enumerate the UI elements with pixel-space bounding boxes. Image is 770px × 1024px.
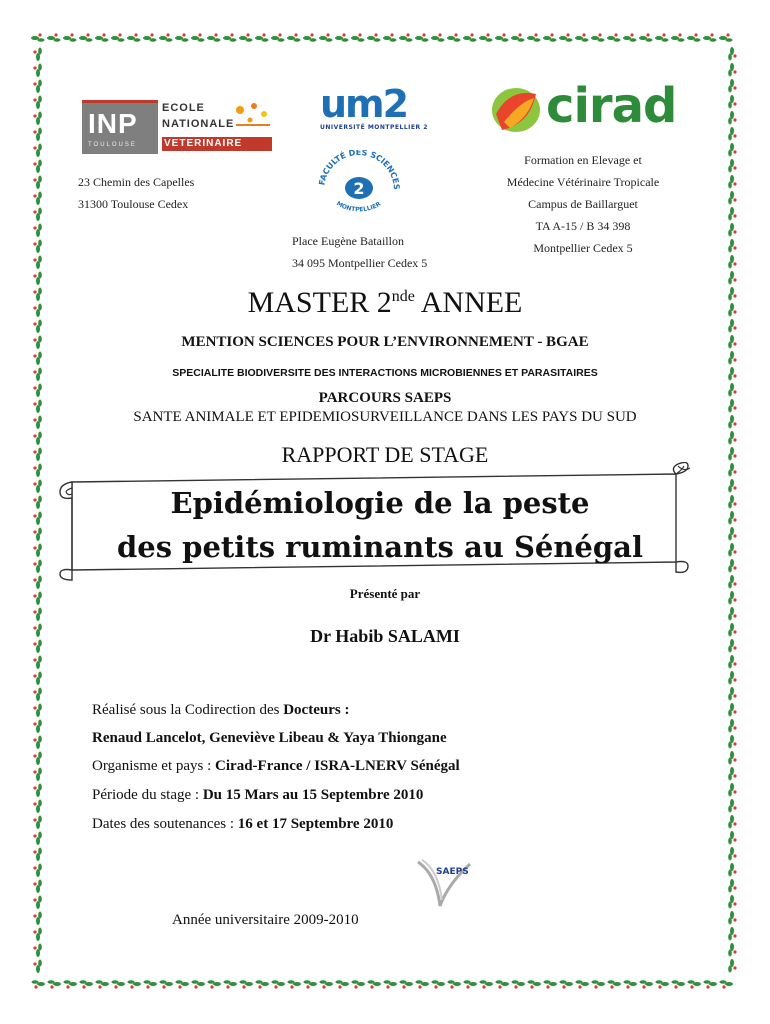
border-motif xyxy=(256,980,270,988)
border-motif xyxy=(33,816,41,830)
border-motif xyxy=(496,980,510,988)
border-motif xyxy=(33,688,41,702)
border-motif xyxy=(351,33,365,41)
saeps-logo xyxy=(412,854,476,910)
border-motif xyxy=(728,111,736,125)
soutenances-value: 16 et 17 Septembre 2010 xyxy=(237,816,394,832)
border-motif xyxy=(399,33,413,41)
border-motif xyxy=(33,480,41,494)
academic-year: Année universitaire 2009-2010 xyxy=(172,912,359,928)
border-motif xyxy=(728,63,736,77)
border-motif xyxy=(559,33,573,41)
border-motif xyxy=(33,720,41,734)
border-motif xyxy=(527,33,541,41)
address-toulouse xyxy=(78,171,194,215)
periode-label: Période du stage : xyxy=(92,787,203,803)
border-motif xyxy=(592,980,606,988)
border-motif xyxy=(528,980,542,988)
border-motif xyxy=(728,127,736,141)
border-motif xyxy=(608,980,622,988)
address-line: 23 Chemin des Capelles xyxy=(78,175,195,189)
border-motif xyxy=(688,980,702,988)
border-motif xyxy=(336,980,350,988)
border-motif xyxy=(728,223,736,237)
border-motif xyxy=(728,95,736,109)
address-line: TA A-15 / B 34 398 xyxy=(535,219,631,233)
parcours-heading: PARCOURS SAEPS xyxy=(318,390,452,406)
title-scroll-banner xyxy=(58,462,692,582)
env-logo-block xyxy=(162,100,274,154)
border-motif xyxy=(368,980,382,988)
border-motif xyxy=(728,671,736,685)
border-motif xyxy=(728,239,736,253)
border-motif xyxy=(33,64,41,78)
border-motif xyxy=(639,33,653,41)
border-motif xyxy=(432,980,446,988)
address-line: Médecine Vétérinaire Tropicale xyxy=(506,175,660,189)
border-motif xyxy=(33,496,41,510)
border-motif xyxy=(728,895,736,909)
border-motif xyxy=(543,33,557,41)
border-motif xyxy=(511,33,525,41)
inp-env-logo xyxy=(82,100,274,154)
border-motif xyxy=(288,980,302,988)
faculte-des-sciences-logo xyxy=(314,150,404,214)
border-motif xyxy=(464,980,478,988)
border-motif xyxy=(303,33,317,41)
border-motif xyxy=(728,799,736,813)
border-motif xyxy=(224,980,238,988)
border-motif xyxy=(728,255,736,269)
border-motif xyxy=(47,33,61,41)
border-motif xyxy=(80,980,94,988)
svg-text:2: 2 xyxy=(353,179,365,198)
border-motif xyxy=(304,980,318,988)
border-motif xyxy=(728,191,736,205)
border-motif xyxy=(33,176,41,190)
border-motif xyxy=(33,96,41,110)
border-motif xyxy=(33,48,41,62)
address-line: Formation en Elevage et xyxy=(524,153,642,167)
border-motif xyxy=(400,980,414,988)
border-motif xyxy=(591,33,605,41)
env-logo-dots-icon xyxy=(232,100,274,134)
border-motif xyxy=(656,980,670,988)
border-motif xyxy=(720,980,734,988)
border-motif xyxy=(319,33,333,41)
border-motif xyxy=(512,980,526,988)
report-title-line1: Epidémiologie de la peste xyxy=(170,486,590,520)
um2-logo-text: um2 xyxy=(320,82,408,126)
report-title-line2: des petits ruminants au Sénégal xyxy=(117,530,643,564)
border-motif xyxy=(159,33,173,41)
border-motif xyxy=(33,80,41,94)
border-motif xyxy=(33,960,41,974)
border-motif xyxy=(544,980,558,988)
border-motif xyxy=(671,33,685,41)
border-motif xyxy=(728,559,736,573)
border-motif xyxy=(33,544,41,558)
border-motif xyxy=(655,33,669,41)
border-motif xyxy=(33,224,41,238)
border-motif xyxy=(33,192,41,206)
svg-text:MONTPELLIER xyxy=(335,200,382,213)
inp-logo-subtext: TOULOUSE xyxy=(88,142,137,148)
address-cirad xyxy=(480,149,686,259)
border-motif xyxy=(33,144,41,158)
border-motif xyxy=(728,655,736,669)
border-motif xyxy=(728,703,736,717)
master-heading-year: ANNEE xyxy=(414,286,523,319)
border-motif xyxy=(728,479,736,493)
soutenances-label: Dates des soutenances : xyxy=(92,816,238,832)
env-logo-line3: VETERINAIRE xyxy=(162,137,272,151)
rapport-heading: RAPPORT DE STAGE xyxy=(281,442,489,467)
border-motif xyxy=(728,47,736,61)
border-motif xyxy=(33,128,41,142)
border-motif xyxy=(128,980,142,988)
mention-heading: MENTION SCIENCES POUR L’ENVIRONNEMENT - BGAE xyxy=(181,334,589,350)
border-motif xyxy=(33,800,41,814)
border-motif xyxy=(33,704,41,718)
border-motif xyxy=(33,864,41,878)
border-motif xyxy=(728,495,736,509)
border-motif xyxy=(719,33,733,41)
border-motif xyxy=(33,896,41,910)
border-motif xyxy=(728,751,736,765)
border-motif xyxy=(33,272,41,286)
border-motif xyxy=(728,79,736,93)
border-motif xyxy=(479,33,493,41)
organisme-line xyxy=(92,758,460,775)
border-motif xyxy=(111,33,125,41)
border-motif xyxy=(703,33,717,41)
cirad-logo xyxy=(490,78,680,136)
border-motif xyxy=(160,980,174,988)
border-motif xyxy=(33,608,41,622)
border-motif xyxy=(144,980,158,988)
border-motif xyxy=(576,980,590,988)
border-motif xyxy=(623,33,637,41)
border-motif xyxy=(33,768,41,782)
border-motif xyxy=(33,912,41,926)
border-motif xyxy=(33,736,41,750)
address-line: 31300 Toulouse Cedex xyxy=(78,197,189,211)
border-motif xyxy=(272,980,286,988)
border-motif xyxy=(728,959,736,973)
border-motif xyxy=(728,767,736,781)
border-motif xyxy=(239,33,253,41)
um2-logo-subtext: UNIVERSITÉ MONTPELLIER 2 xyxy=(320,124,428,131)
border-motif xyxy=(33,160,41,174)
organisme-value: Cirad-France / ISRA-LNERV Sénégal xyxy=(215,758,460,774)
env-logo-line2: NATIONALE xyxy=(162,118,235,130)
border-motif xyxy=(271,33,285,41)
border-motif xyxy=(728,943,736,957)
directors-names: Renaud Lancelot, Geneviève Libeau & Yaya Thiongane xyxy=(92,730,447,746)
border-motif xyxy=(33,240,41,254)
codirection-label: Réalisé sous la Codirection des xyxy=(92,702,284,718)
border-motif xyxy=(560,980,574,988)
border-motif xyxy=(95,33,109,41)
border-motif xyxy=(320,980,334,988)
organisme-label: Organisme et pays : xyxy=(92,758,216,774)
border-motif xyxy=(728,527,736,541)
um2-logo xyxy=(316,82,436,138)
border-motif xyxy=(416,980,430,988)
border-motif xyxy=(63,33,77,41)
fds-ring-text: FACULTÉ DES SCIENCES xyxy=(317,150,402,191)
border-motif xyxy=(728,687,736,701)
soutenances-line xyxy=(92,816,393,833)
border-motif xyxy=(223,33,237,41)
border-motif xyxy=(33,528,41,542)
border-motif xyxy=(384,980,398,988)
border-motif xyxy=(463,33,477,41)
border-motif xyxy=(431,33,445,41)
border-motif xyxy=(176,980,190,988)
saeps-logo-text: SAEPS xyxy=(436,867,469,877)
border-motif xyxy=(728,847,736,861)
border-motif xyxy=(33,784,41,798)
border-motif xyxy=(33,832,41,846)
border-motif xyxy=(287,33,301,41)
fds-bottom-text: MONTPELLIER xyxy=(335,200,383,214)
border-motif xyxy=(33,880,41,894)
border-motif xyxy=(335,33,349,41)
sante-heading: SANTE ANIMALE ET EPIDEMIOSURVEILLANCE DANS LES PAYS DU SUD xyxy=(133,409,637,425)
address-line: Place Eugène Bataillon xyxy=(292,234,404,248)
border-motif xyxy=(33,752,41,766)
border-motif xyxy=(112,980,126,988)
env-logo-line1: ECOLE xyxy=(162,102,205,114)
border-motif xyxy=(480,980,494,988)
border-motif xyxy=(575,33,589,41)
border-motif xyxy=(96,980,110,988)
border-motif xyxy=(207,33,221,41)
presente-par-label: Présenté par xyxy=(349,586,421,601)
border-motif xyxy=(672,980,686,988)
border-motif xyxy=(31,33,45,41)
border-motif xyxy=(728,319,736,333)
border-motif xyxy=(33,320,41,334)
border-motif xyxy=(33,112,41,126)
address-montpellier-um2 xyxy=(292,230,427,274)
border-motif xyxy=(728,815,736,829)
border-motif xyxy=(32,980,46,988)
border-motif xyxy=(728,543,736,557)
border-motif xyxy=(728,879,736,893)
border-motif xyxy=(127,33,141,41)
border-motif xyxy=(728,175,736,189)
codirection-line xyxy=(92,702,349,719)
border-motif xyxy=(728,607,736,621)
border-motif xyxy=(728,159,736,173)
border-motif xyxy=(33,848,41,862)
address-line: 34 095 Montpellier Cedex 5 xyxy=(292,256,428,270)
border-motif xyxy=(48,980,62,988)
periode-line xyxy=(92,787,423,804)
master-heading-superscript: nde xyxy=(391,288,415,305)
address-line: Campus de Baillarguet xyxy=(528,197,638,211)
border-motif xyxy=(33,560,41,574)
border-motif xyxy=(33,672,41,686)
border-motif xyxy=(33,208,41,222)
border-motif xyxy=(447,33,461,41)
author-name: Dr Habib SALAMI xyxy=(310,626,460,646)
border-motif xyxy=(640,980,654,988)
border-motif xyxy=(175,33,189,41)
border-motif xyxy=(33,512,41,526)
border-motif xyxy=(79,33,93,41)
border-motif xyxy=(33,352,41,366)
inp-logo-text: INP xyxy=(88,108,138,139)
border-motif xyxy=(624,980,638,988)
directors-line xyxy=(92,730,447,747)
border-motif xyxy=(728,351,736,365)
border-motif xyxy=(415,33,429,41)
border-motif xyxy=(352,980,366,988)
border-motif xyxy=(495,33,509,41)
specialite-heading: SPECIALITE BIODIVERSITE DES INTERACTIONS MICROBIENNES ET PARASITAIRES xyxy=(172,367,598,379)
border-motif xyxy=(728,911,736,925)
border-motif xyxy=(191,33,205,41)
inp-logo-block xyxy=(82,100,158,154)
border-motif xyxy=(33,656,41,670)
border-motif xyxy=(33,256,41,270)
border-motif xyxy=(728,831,736,845)
border-motif xyxy=(448,980,462,988)
border-motif xyxy=(687,33,701,41)
border-motif xyxy=(33,928,41,942)
border-motif xyxy=(728,271,736,285)
cirad-leaf-icon xyxy=(490,84,542,136)
border-motif xyxy=(192,980,206,988)
border-motif xyxy=(383,33,397,41)
border-motif xyxy=(240,980,254,988)
border-motif xyxy=(728,207,736,221)
border-motif xyxy=(728,927,736,941)
border-motif xyxy=(704,980,718,988)
master-heading-main: MASTER 2 xyxy=(247,286,392,319)
border-motif xyxy=(607,33,621,41)
border-motif xyxy=(728,735,736,749)
codirection-value: Docteurs : xyxy=(283,702,350,718)
border-motif xyxy=(728,863,736,877)
address-line: Montpellier Cedex 5 xyxy=(533,241,633,255)
border-motif xyxy=(255,33,269,41)
border-motif xyxy=(728,783,736,797)
cirad-logo-text: cirad xyxy=(546,78,677,134)
border-motif xyxy=(367,33,381,41)
border-motif xyxy=(208,980,222,988)
border-motif xyxy=(728,143,736,157)
border-motif xyxy=(728,511,736,525)
border-motif xyxy=(33,944,41,958)
border-motif xyxy=(143,33,157,41)
border-motif xyxy=(728,719,736,733)
master-heading xyxy=(0,286,770,320)
border-motif xyxy=(64,980,78,988)
periode-value: Du 15 Mars au 15 Septembre 2010 xyxy=(202,787,424,803)
